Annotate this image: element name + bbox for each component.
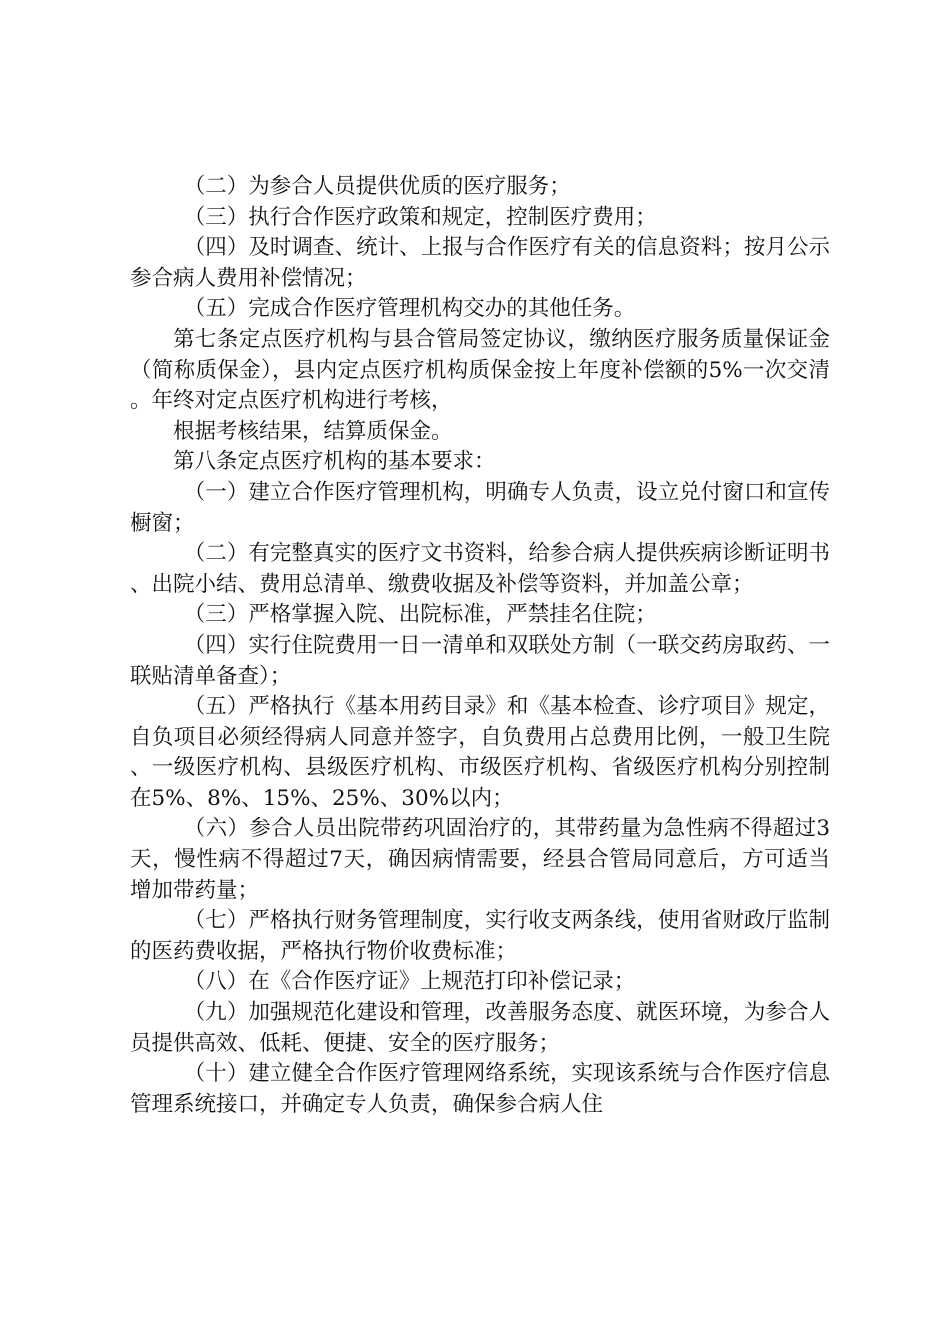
paragraph-article-8: 第八条定点医疗机构的基本要求： [173,449,496,475]
paragraph-req-7: （七）严格执行财务管理制度，实行收支两条线，使用省财政厅监制的医药费收据，严格执行物价收费标准； [130,908,830,964]
paragraph-item-2: （二）为参合人员提供优质的医疗服务； [183,174,571,199]
paragraph-req-2: （二）有完整真实的医疗文书资料，给参合病人提供疾病诊断证明书、出院小结、费用总清单、缴费收据及补偿等资料，并加盖公章； [130,541,830,597]
paragraph-req-10: （十）建立健全合作医疗管理网络系统，实现该系统与合作医疗信息管理系统接口，并确定专人负责，确保参合病人住 [130,1061,830,1117]
paragraph-req-3: （三）严格掌握入院、出院标准，严禁挂名住院； [183,602,657,628]
paragraph-req-6: （六）参合人员出院带药巩固治疗的，其带药量为急性病不得超过3天，慢性病不得超过7天，确因病情需要，经县合管局同意后，方可适当增加带药量； [130,816,830,903]
document-body [130,172,830,1120]
paragraph-article-7-cont: 根据考核结果，结算质保金。 [173,418,453,444]
paragraph-req-5: （五）严格执行《基本用药目录》和《基本检查、诊疗项目》规定，自负项目必须经得病人同意并签字，自负费用占总费用比例，一般卫生院、一级医疗机构、县级医疗机构、市级医疗机构、省级医疗机构分别控制在5%、8%、15%、25%、30%以内； [130,694,830,811]
paragraph-req-4: （四）实行住院费用一日一清单和双联处方制（一联交药房取药、一联贴清单备查）； [130,632,830,689]
paragraph-req-8: （八）在《合作医疗证》上规范打印补偿记录； [183,969,636,995]
paragraph-article-7: 第七条定点医疗机构与县合管局签定协议，缴纳医疗服务质量保证金（简称质保金），县内定点医疗机构质保金按上年度补偿额的5%一次交清。年终对定点医疗机构进行考核， [130,326,830,414]
paragraph-item-4: （四）及时调查、统计、上报与合作医疗有关的信息资料；按月公示参合病人费用补偿情况； [130,235,830,291]
paragraph-item-3: （三）执行合作医疗政策和规定，控制医疗费用； [183,204,657,230]
paragraph-req-1: （一）建立合作医疗管理机构，明确专人负责，设立兑付窗口和宣传橱窗； [130,479,830,536]
paragraph-item-5: （五）完成合作医疗管理机构交办的其他任务。 [183,296,636,322]
paragraph-req-9: （九）加强规范化建设和管理，改善服务态度、就医环境，为参合人员提供高效、低耗、便捷、安全的医疗服务； [130,1000,830,1056]
